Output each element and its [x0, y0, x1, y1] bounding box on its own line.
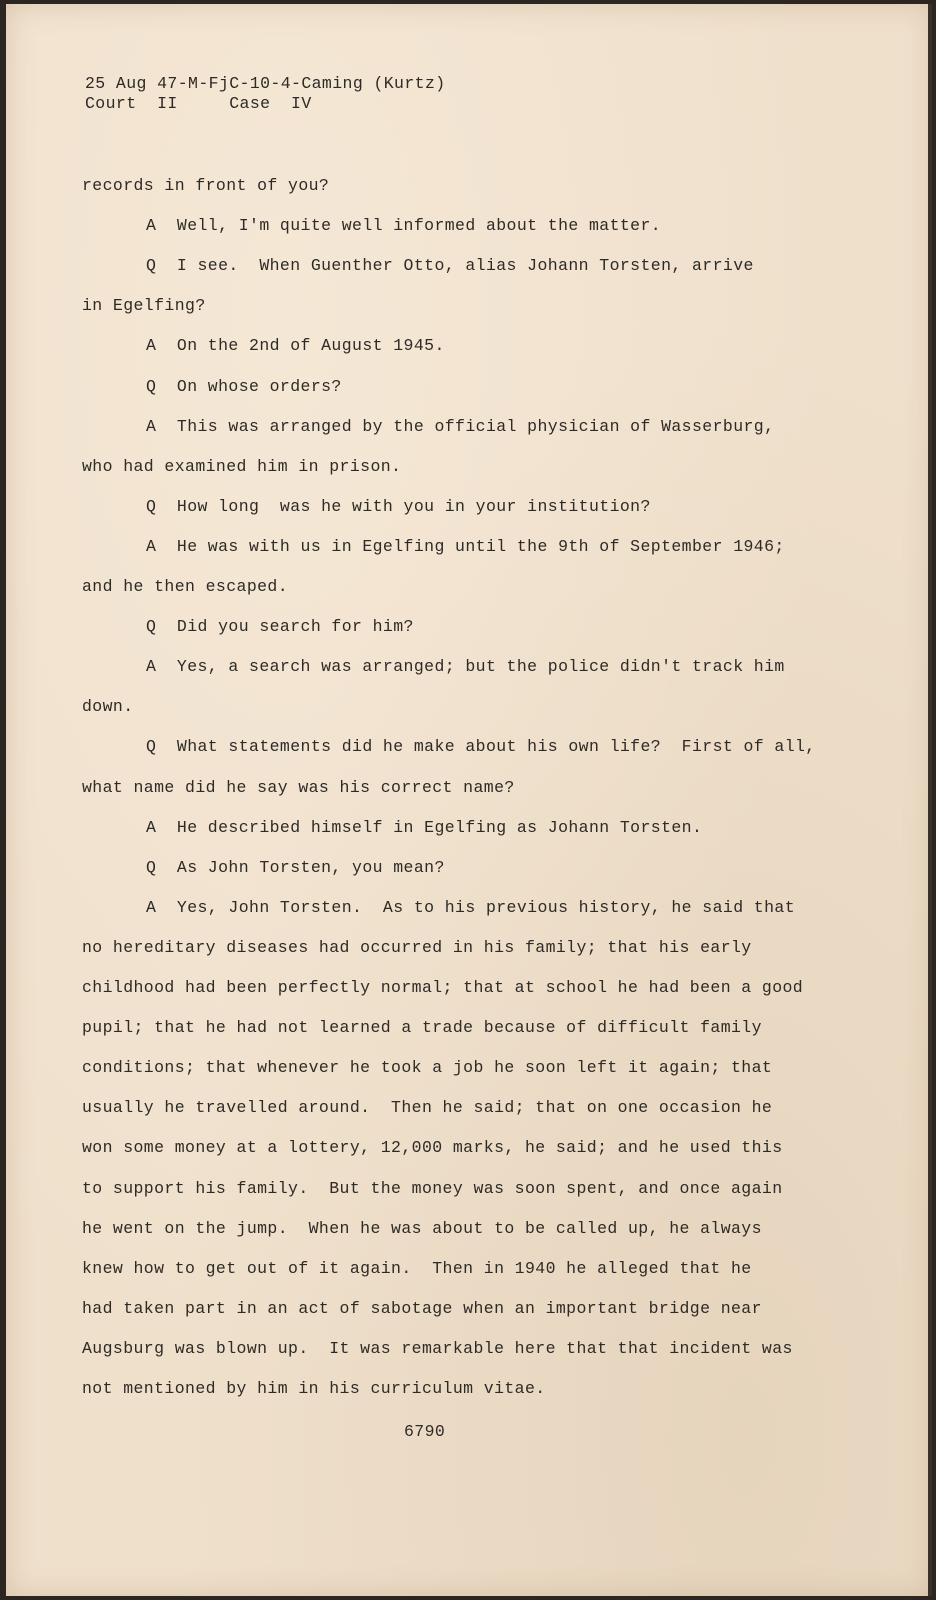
- transcript-line: A Yes, a search was arranged; but the police didn't track him: [146, 657, 785, 677]
- header-court-case: Court II Case IV: [85, 94, 312, 113]
- transcript-line: Q How long was he with you in your institution?: [146, 496, 651, 516]
- transcript-line: to support his family. But the money was soon spent, and once again: [82, 1178, 783, 1198]
- header-reference: 25 Aug 47-M-FjC-10-4-Caming (Kurtz): [85, 74, 446, 93]
- transcript-line: A He was with us in Egelfing until the 9th of September 1946;: [146, 536, 785, 556]
- transcript-line: Augsburg was blown up. It was remarkable here that that incident was: [82, 1338, 793, 1358]
- page-edge: [928, 4, 932, 1596]
- transcript-line: pupil; that he had not learned a trade because of difficult family: [82, 1018, 762, 1038]
- transcript-line: knew how to get out of it again. Then in 1940 he alleged that he: [82, 1258, 752, 1278]
- transcript-line: A This was arranged by the official physician of Wasserburg,: [146, 416, 775, 436]
- transcript-line: down.: [82, 697, 134, 717]
- transcript-line: in Egelfing?: [82, 296, 206, 316]
- transcript-line: records in front of you?: [82, 176, 330, 195]
- transcript-line: Q As John Torsten, you mean?: [146, 857, 445, 877]
- transcript-line: Q I see. When Guenther Otto, alias Johann Torsten, arrive: [146, 256, 754, 276]
- transcript-line: usually he travelled around. Then he said; that on one occasion he: [82, 1098, 773, 1118]
- transcript-line: won some money at a lottery, 12,000 marks, he said; and he used this: [82, 1138, 783, 1158]
- transcript-line: childhood had been perfectly normal; that at school he had been a good: [82, 978, 804, 997]
- transcript-line: not mentioned by him in his curriculum vitae.: [82, 1379, 546, 1398]
- transcript-line: conditions; that whenever he took a job he soon left it again; that: [82, 1058, 773, 1078]
- page-number: 6790: [404, 1422, 446, 1441]
- transcript-line: Q Did you search for him?: [146, 617, 414, 637]
- transcript-line: A On the 2nd of August 1945.: [146, 336, 445, 356]
- transcript-line: A Yes, John Torsten. As to his previous history, he said that: [146, 897, 796, 917]
- transcript-line: no hereditary diseases had occurred in his family; that his early: [82, 937, 752, 957]
- transcript-line: Q On whose orders?: [146, 376, 342, 396]
- transcript-line: A He described himself in Egelfing as Johann Torsten.: [146, 817, 703, 837]
- transcript-line: and he then escaped.: [82, 577, 289, 596]
- transcript-line: he went on the jump. When he was about to be called up, he always: [82, 1218, 762, 1238]
- transcript-line: who had examined him in prison.: [82, 456, 402, 476]
- transcript-line: had taken part in an act of sabotage when an important bridge near: [82, 1298, 762, 1318]
- document-page: [6, 4, 932, 1596]
- transcript-line: Q What statements did he make about his own life? First of all,: [146, 737, 816, 757]
- transcript-line: A Well, I'm quite well informed about the matter.: [146, 216, 662, 236]
- transcript-line: what name did he say was his correct name?: [82, 777, 515, 797]
